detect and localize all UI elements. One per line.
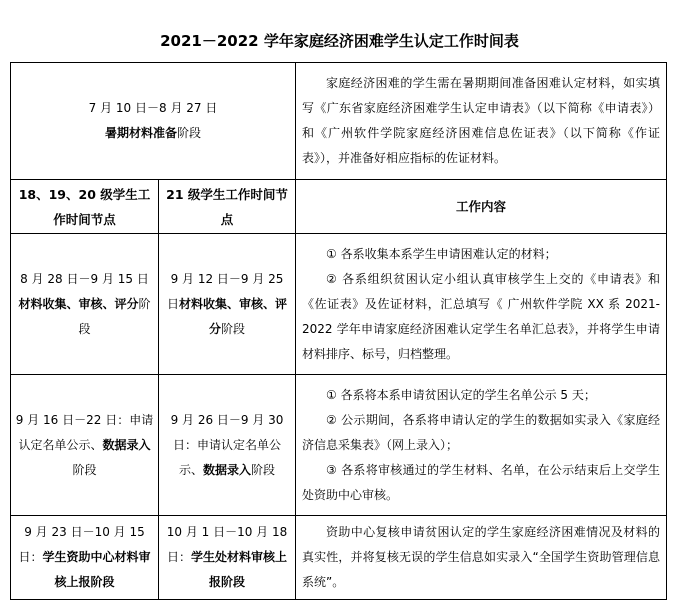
list-item: ③ 各系将审核通过的学生材料、名单，在公示结束后上交学生处资助中心审核。 — [302, 462, 661, 502]
schedule-table — [10, 62, 667, 600]
header-col1: 18、19、20 级学生工作时间节点 — [11, 180, 159, 234]
row3-col2-stage: 学生处材料审核上报阶段 — [191, 550, 288, 589]
row1-col2-date: 9 月 12 日－9 月 25 日 — [166, 271, 284, 311]
header-col3: 工作内容 — [296, 180, 667, 234]
row1-col1-stage: 材料收集、审核、评分 — [18, 296, 139, 311]
row2-col2-suffix: 阶段 — [251, 462, 276, 477]
list-item: ① 各系将本系申请贫困认定的学生名单公示 5 天； — [326, 387, 596, 402]
prep-row — [11, 63, 667, 180]
row3-col1-date: 9 月 23 日－10 月 15 日： — [18, 525, 145, 564]
row2-col1-suffix: 阶段 — [72, 462, 97, 477]
row2-col2-date: 9 月 26 日－9 月 30 日： — [170, 412, 284, 452]
row2-col2 — [159, 375, 296, 516]
row1-content — [296, 234, 667, 375]
row2-col1-date: 9 月 16 日－22 日： — [15, 412, 130, 427]
prep-date: 7 月 10 日－8 月 27 日 — [88, 101, 218, 115]
prep-stage-bold: 暑期材料准备 — [104, 126, 177, 140]
row1-col1 — [11, 234, 159, 375]
table-row — [11, 516, 667, 600]
list-item: ② 各系组织贫困认定小组认真审核学生上交的《申请表》和《佐证表》及佐证材料，汇总填写《 广州软件学院 XX 系 2021-2022 学年申请家庭经济困难认定学生名单汇总表》，并将学生申请材料排序、标号，归档整理。 — [302, 271, 661, 361]
row2-col1 — [11, 375, 159, 516]
row1-col1-suffix: 阶段 — [78, 296, 151, 336]
row1-col2 — [159, 234, 296, 375]
row2-col2-normal: 申请认定名单公示、 — [178, 437, 282, 477]
row3-col1-stage: 学生资助中心材料审核上报阶段 — [42, 550, 151, 589]
prep-stage-suffix: 阶段 — [177, 126, 202, 140]
row2-col1-stage: 数据录入 — [102, 437, 151, 452]
prep-content-cell: 家庭经济困难的学生需在暑期期间准备困难认定材料，如实填写《广东省家庭经济困难学生认定申请表》（以下简称《申请表》）和《广州软件学院家庭经济困难信息佐证表》（以下简称《作证表》），并准备好相应指标的佐证材料。 — [296, 63, 667, 180]
prep-period-cell — [11, 63, 296, 180]
row2-col2-stage: 数据录入 — [203, 462, 252, 477]
header-row — [11, 180, 667, 234]
row1-col2-stage: 材料收集、审核、评分 — [179, 296, 288, 336]
row1-col1-date: 8 月 28 日－9 月 15 日 — [20, 271, 149, 286]
page-title: 2021－2022 学年家庭经济困难学生认定工作时间表 — [160, 32, 519, 50]
row2-content — [296, 375, 667, 516]
row3-content: 资助中心复核申请贫困认定的学生家庭经济困难情况及材料的真实性，并将复核无误的学生信息如实录入“全国学生资助管理信息系统”。 — [296, 516, 667, 600]
prep-stage — [15, 121, 291, 146]
table-row — [11, 375, 667, 516]
header-col2: 21 级学生工作时间节点 — [159, 180, 296, 234]
list-item: ② 公示期间，各系将申请认定的学生的数据如实录入《家庭经济信息采集表》（网上录入）； — [302, 412, 661, 452]
row1-col2-suffix: 阶段 — [221, 321, 246, 336]
table-row — [11, 234, 667, 375]
row3-col2-date: 10 月 1 日－10 月 18 日： — [166, 525, 288, 564]
row2-col1-normal: 申请认定名单公示、 — [18, 412, 154, 452]
row3-col1 — [11, 516, 159, 600]
list-item: ① 各系收集本系学生申请困难认定的材料； — [326, 246, 557, 261]
row3-col2 — [159, 516, 296, 600]
